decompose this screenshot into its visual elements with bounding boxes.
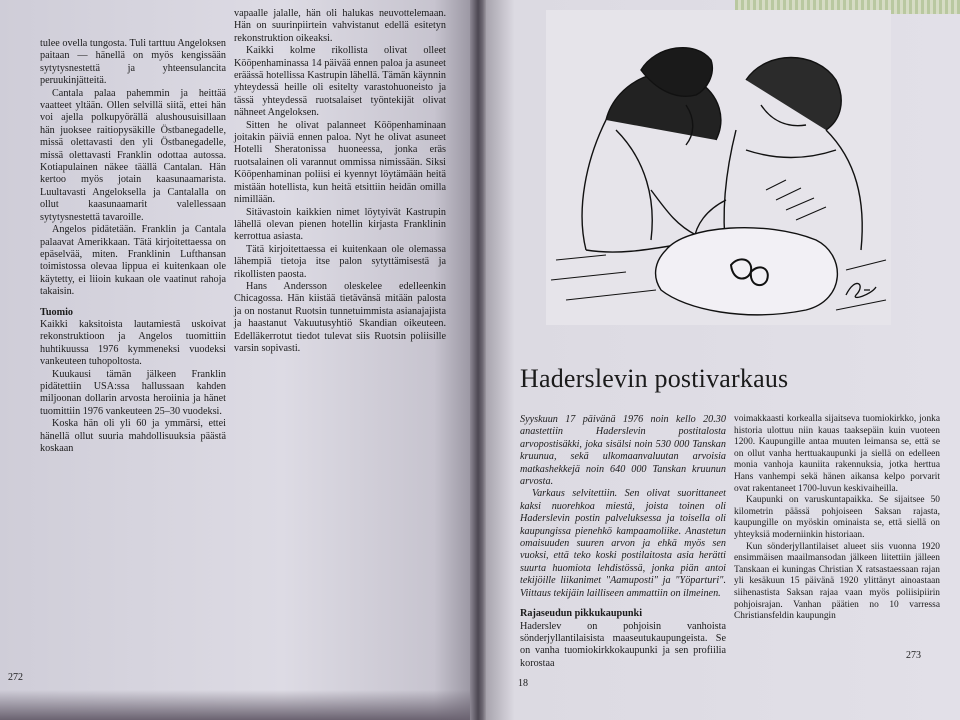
paragraph: Sitävastoin kaikkien nimet löytyivät Kastrupin lähellä olevan pienen hotellin kirjasta Franklinin kerrottua asiasta. — [234, 206, 446, 243]
paragraph: Kaupunki on varuskuntapaikka. Se sijaitsee 50 kilometrin päässä pohjoiseen Saksan rajasta, kaupungille on myöskin ominaista se, että siellä on yhteyksiä moderniinkin historiaan. — [734, 495, 940, 540]
paragraph: tulee ovella tungosta. Tuli tarttuu Angeloksen paitaan — hänellä on myös kengissään sytytysnestettä ja yhteensulancita peruukinjätteitä. — [40, 38, 226, 87]
right-column-1 — [520, 414, 726, 670]
sketch-illustration — [546, 10, 891, 325]
paragraph: Hans Andersson oleskelee edelleenkin Chicagossa. Hän kiistää tietävänsä mitään palosta ja on nostanut Ruotsin tunnetuimmista asianajajista ja haastanut Vakuutusyhtiö Skandian oikeuteen. Edelläkerrotut tiedot tulevat siis Ruotsin poliisille varsin sopivasti. — [234, 280, 446, 354]
right-page — [486, 0, 960, 720]
paragraph: Angelos pidätetään. Franklin ja Cantala palaavat Amerikkaan. Tätä kirjoitettaessa on epäselvää, miten. Franklinin Lufthansan toimistossa olevaa lippua ei kuitenkaan ole käytetty, ei liioin kukaan ole vaatinut rahoja takaisin. — [40, 224, 226, 298]
paragraph: Sitten he olivat palanneet Kööpenhaminaan joitakin päiviä ennen paloa. Nyt he olivat asuneet Hotelli Sheratonissa huoneessa, jonka eräs ruotsalainen oli varannut ommissa nimissään. Siksi Kööpenhaminan poliisi ei kyennyt löytämään heitä mistään hotellista, kun heitä etsittiin heidän omilla nimillään. — [234, 119, 446, 206]
article-title: Haderslevin postivarkaus — [520, 364, 789, 393]
page-number: 272 — [8, 672, 23, 683]
paragraph: Tätä kirjoitettaessa ei kuitenkaan ole olemassa lähempiä tietoja itse palon sytyttämisestä ja rikollisten paosta. — [234, 243, 446, 280]
paragraph: Kun sönderjyllantilaiset alueet siis vuonna 1920 ensimmäisen maailmansodan jälkeen liitettiin jälleen Tanskaan ei kuningas Christian X ratsastaessaan rajan yli kesäkuun 15 päivänä 1920 ylittänyt ainoastaan siihenastista Saksan rajaa vaan myös poliisipiirin pohjoisrajan. Vanhan päätien no 10 varressa Christiansfeldin kaupungin — [734, 541, 940, 622]
page-number: 273 — [906, 650, 921, 661]
folio-number: 18 — [518, 678, 528, 689]
paragraph: Kuukausi tämän jälkeen Franklin pidätettiin USA:ssa hallussaan kahden miljoonan dollarin arvosta heroiinia ja hänet tuomittiin 1976 vankeuteen 25–30 vuodeksi. — [40, 368, 226, 417]
paragraph: Kaikki kaksitoista lautamiestä uskoivat rekonstruktioon ja Angelos tuomittiin huhtikuussa 1976 kymmeneksi vuodeksi vankeuteen tuhopoltosta. — [40, 318, 226, 368]
paragraph: vapaalle jalalle, hän oli halukas neuvottelemaan. Hän on suurinpiirtein vahvistanut edellä esitetyn rekonstruktion oikeaksi. — [234, 8, 446, 44]
paragraph: Koska hän oli yli 60 ja ymmärsi, ettei hänellä ollut suuria mahdollisuuksia päästä koskaan — [40, 418, 226, 454]
paragraph: voimakkaasti korkealla sijaitseva tuomiokirkko, jonka historia ulottuu niin kauas taaksepäin kuin vuoteen 1200. Kaupungille antaa muuten leimansa se, että se on ollut vanha herttuakaupunki ja siellä on edelleen monia vanhoja kauniita rakennuksia, jotka herttua Hans vanhempi sekä hänen aikansa kelpo porvarit ovat rakentaneet 1700-luvun keskivaiheilla. — [734, 414, 940, 494]
left-column-2 — [234, 8, 446, 355]
right-column-2 — [734, 414, 940, 623]
paragraph: Kaikki kolme rikollista olivat olleet Kööpenhaminassa 14 päivää ennen paloa ja asuneet eräässä hotellissa Kastrupin lähellä. Tämän käynnin yhteydessä heille oli esitelty varastohuoneisto ja tässä yhteydessä ruotsalaiset työntekijät olivat nähneet Angeloksen. — [234, 45, 446, 119]
section-heading: Tuomio — [40, 306, 74, 318]
section-heading: Rajaseudun pikkukaupunki — [520, 608, 643, 620]
paragraph: Varkaus selvitettiin. Sen olivat suorittaneet kaksi nuorehkoa miestä, joista toinen oli Haderslevin postin palveluksessa ja toisella oli kaupungissa pienehkö kampaamoliike. Anastetun omaisuuden suuren arvon ja ehkä myös sen vuoksi, että teko koski postilaitosta asia herätti suurta huomiota lehdistössä, jonka piän antoi tekijöille liikanimet "Aamuposti" ja "Yöparturi". Viittaus tekijäin lailliseen ammattiin on ilmeinen. — [520, 488, 726, 599]
left-column-1 — [40, 38, 226, 455]
paragraph: Haderslev on pohjoisin vanhoista sönderjyllantilaisista maaseutukaupungeista. Se on vanha tuomiokirkkokaupunki ja sen profiilia korostaa — [520, 620, 726, 669]
lead-paragraph: Syyskuun 17 päivänä 1976 noin kello 20.30 anastettiin Haderslevin postitalosta arvopostisäkki, joka sisälsi noin 530 000 Tanskan kruunua, sekä ulkomaanvaluutan arvoisia matkashekkejä noin 640 000 Tanskan kruunun arvosta. — [520, 414, 726, 488]
page-shadow — [0, 690, 472, 720]
paragraph: Cantala palaa pahemmin ja heittää vaatteet yltään. Ollen selvillä siitä, ettei hän voi ajella polkupyörällä alushousuisillaan hän juoksee raitiopysäkille Östbanegadelle, missä olettavasti den yli Östbanegadelle, missä olettavasti Franklin odottaa autossa. Kotiapulainen näkee täällä Cantalan. Hän kertoo myös jotain kaasunaamarista. Luultavasti Angeloksella ja Cantalalla on ollut kaasunaamarit valellessaan sytytysnestettä tavaroille. — [40, 87, 226, 223]
left-page — [0, 0, 472, 720]
